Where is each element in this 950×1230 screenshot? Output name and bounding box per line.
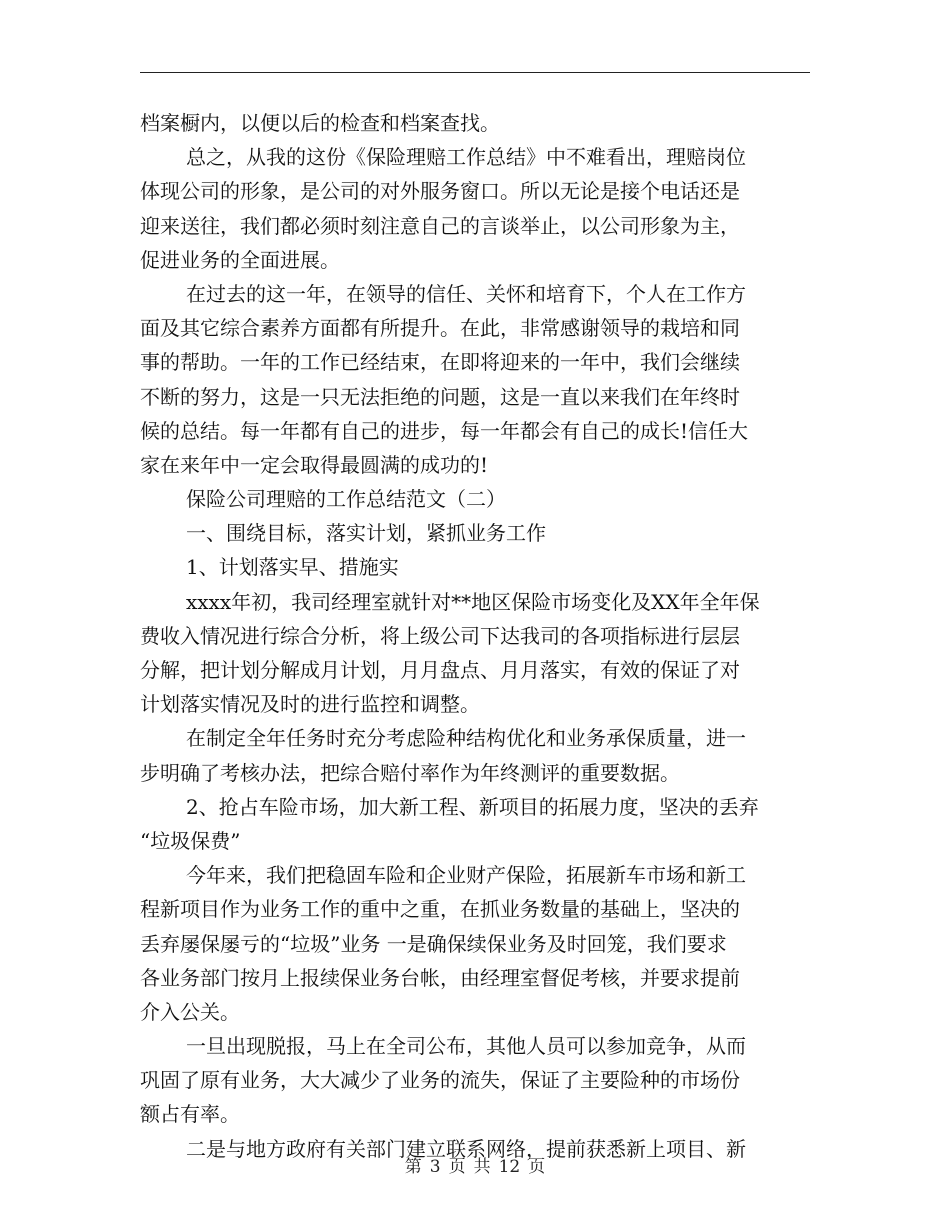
paragraph-line: 二是与地方政府有关部门建立联系网络，提前获悉新上项目、新 [186,1136,746,1161]
footer-total-word: 共 [473,1157,491,1177]
text-line: 计划落实情况及时的进行监控和调整。 [140,692,480,717]
text-line: 程新项目作为业务工作的重中之重，在抓业务数量的基础上，坚决的 [140,897,740,922]
total-page-count: 12 [498,1157,521,1177]
footer-prefix: 第 [404,1157,422,1177]
text-line: 迎来送往，我们都必须时刻注意自己的言谈举止，以公司形象为主， [140,213,740,238]
heading-level-1: 一、围绕目标，落实计划，紧抓业务工作 [186,521,546,546]
heading-level-2: 1、计划落实早、措施实 [186,555,399,580]
paragraph-line: 一旦出现脱报，马上在全司公布，其他人员可以参加竞争，从而 [186,1034,746,1059]
text-line: “垃圾保费” [140,828,241,853]
text-line: 事的帮助。一年的工作已经结束，在即将迎来的一年中，我们会继续 [140,350,740,375]
text-line: 各业务部门按月上报续保业务台帐，由经理室督促考核，并要求提前 [140,965,740,990]
text-line: 档案橱内，以便以后的检查和档案查找。 [140,111,500,135]
text-line: 费收入情况进行综合分析，将上级公司下达我司的各项指标进行层层 [140,623,740,648]
section-title: 保险公司理赔的工作总结范文（二） [186,487,506,512]
text-line: 家在来年中一定会取得最圆满的成功的! [140,452,489,477]
heading-level-2: 2、抢占车险市场，加大新工程、新项目的拓展力度，坚决的丢弃 [186,794,759,819]
text-line: 候的总结。每一年都有自己的进步，每一年都会有自己的成长!信任大 [140,418,749,443]
text-line: 分解，把计划分解成月计划，月月盘点、月月落实，有效的保证了对 [140,658,740,682]
page-footer [0,1152,950,1177]
header-rule [140,72,810,73]
text-line: 面及其它综合素养方面都有所提升。在此，非常感谢领导的栽培和同 [140,316,740,341]
text-line: 介入公关。 [140,999,240,1024]
footer-page-word: 页 [448,1157,466,1177]
paragraph-line: 总之，从我的这份《保险理赔工作总结》中不难看出，理赔岗位 [186,145,746,170]
text-line: 额占有率。 [140,1102,240,1127]
current-page-number: 3 [429,1157,441,1177]
text-line: 丢弃屡保屡亏的“垃圾”业务 一是确保续保业务及时回笼，我们要求 [140,931,727,956]
paragraph-line: 今年来，我们把稳固车险和企业财产保险，拓展新车市场和新工 [186,863,746,888]
text-line: 体现公司的形象，是公司的对外服务窗口。所以无论是接个电话还是 [140,179,740,204]
body-text [140,106,800,1166]
paragraph-line: 在制定全年任务时充分考虑险种结构优化和业务承保质量，进一 [186,726,746,751]
footer-suffix: 页 [528,1157,546,1177]
text-line: 不断的努力，这是一只无法拒绝的问题，这是一直以来我们在年终时 [140,384,740,409]
text-line: 步明确了考核办法，把综合赔付率作为年终测评的重要数据。 [140,760,680,785]
text-line: 促进业务的全面进展。 [140,247,340,272]
paragraph-line: 在过去的这一年，在领导的信任、关怀和培育下，个人在工作方 [186,281,746,306]
text-line: 巩固了原有业务，大大减少了业务的流失，保证了主要险种的市场份 [140,1068,740,1093]
paragraph-line: xxxx年初，我司经理室就针对**地区保险市场变化及XX年全年保 [186,589,760,614]
